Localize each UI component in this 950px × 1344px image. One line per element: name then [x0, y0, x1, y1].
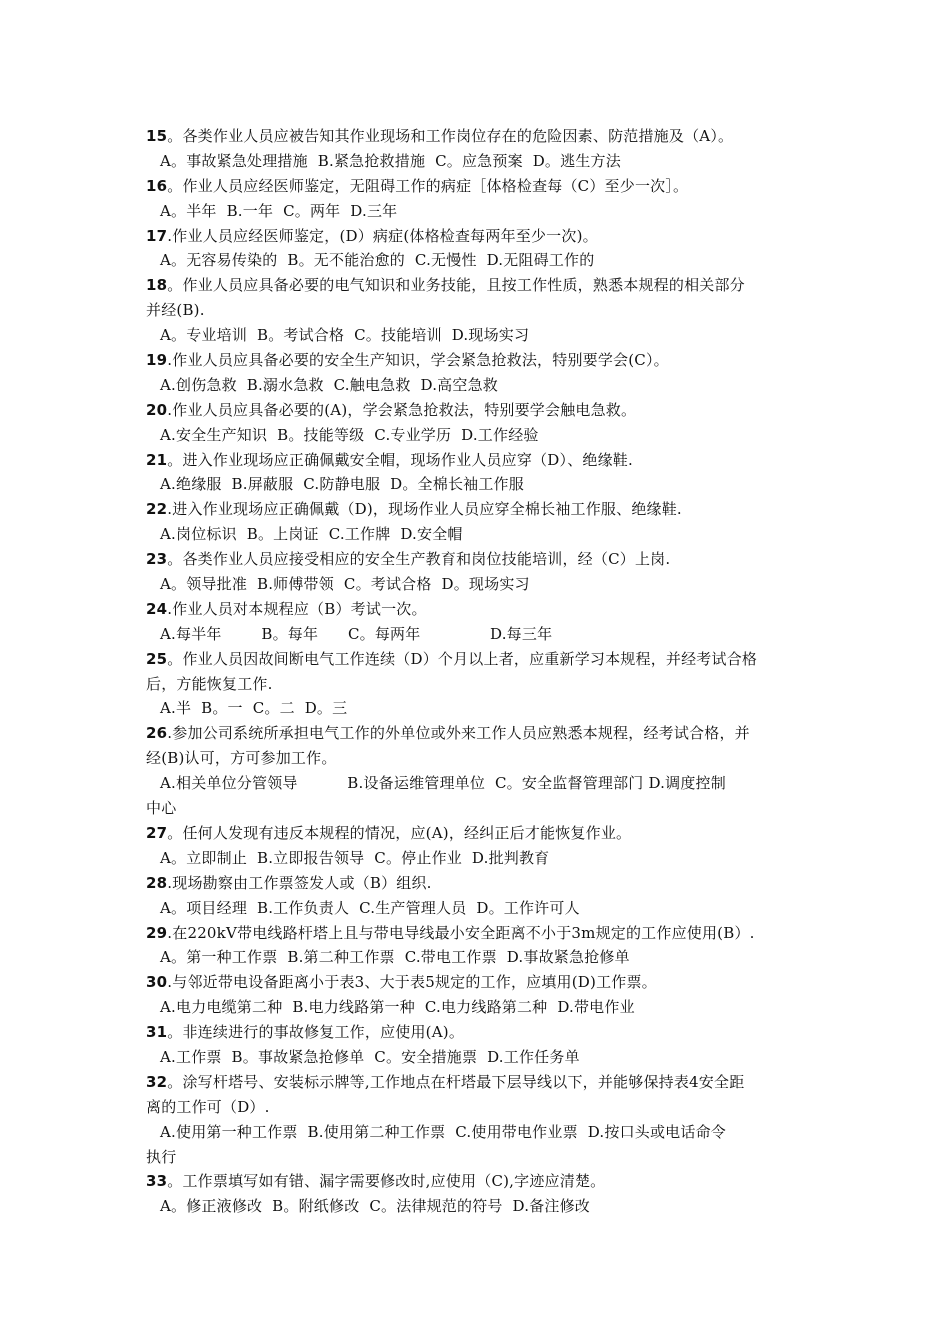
question-31	[146, 1020, 810, 1045]
question-number: 29	[146, 923, 168, 942]
answer-options-continued: 中心	[146, 799, 177, 818]
question-number: 22	[146, 500, 168, 519]
question-20	[146, 398, 810, 423]
answer-options: A。无容易传染的 B。无不能治愈的 C.无慢性 D.无阻碍工作的	[160, 251, 595, 270]
question-26	[146, 721, 810, 746]
question-number: 30	[146, 973, 168, 992]
question-text: .作业人员对本规程应（B）考试一次。	[167, 599, 427, 618]
question-text: 。工作票填写如有错、漏字需要修改时,应使用（C),字迹应清楚。	[167, 1172, 606, 1191]
answer-options: A。修正液修改 B。附纸修改 C。法律规范的符号 D.备注修改	[160, 1197, 591, 1216]
question-number: 32	[146, 1072, 168, 1091]
question-text-continued: 后，方能恢复工作.	[146, 674, 273, 693]
answer-options: A.创伤急救 B.溺水急救 C.触电急救 D.高空急救	[160, 375, 498, 394]
question-text: 。非连续进行的事故修复工作，应使用(A)。	[167, 1023, 465, 1042]
question-23	[146, 547, 810, 572]
question-text: 。各类作业人员应被告知其作业现场和工作岗位存在的危险因素、防范措施及（A）。	[167, 127, 734, 145]
question-number: 18	[146, 276, 168, 295]
answer-options: A。领导批准 B.师傅带领 C。考试合格 D。现场实习	[160, 575, 530, 594]
question-19	[146, 348, 810, 373]
question-text: 。作业人员应具备必要的电气知识和业务技能，且按工作性质，熟悉本规程的相关部分	[167, 276, 745, 295]
question-number: 23	[146, 550, 168, 569]
question-number: 19	[146, 351, 168, 370]
question-text: .与邻近带电设备距离小于表3、大于表5规定的工作，应填用(D)工作票。	[167, 973, 657, 992]
question-32	[146, 1070, 810, 1095]
question-18	[146, 273, 810, 298]
question-30	[146, 970, 810, 995]
question-text: 。各类作业人员应接受相应的安全生产教育和岗位技能培训，经（C）上岗.	[167, 550, 671, 569]
answer-options: A。半年 B.一年 C。两年 D.三年	[160, 201, 398, 220]
question-number: 15	[146, 127, 168, 145]
answer-options: A。事故紧急处理措施 B.紧急抢救措施 C。应急预案 D。逃生方法	[160, 151, 621, 170]
answer-options: A。专业培训 B。考试合格 C。技能培训 D.现场实习	[160, 326, 530, 345]
question-15	[146, 124, 810, 149]
question-25	[146, 647, 810, 672]
question-number: 16	[146, 176, 168, 195]
answer-options: A.安全生产知识 B。技能等级 C.专业学历 D.工作经验	[160, 425, 539, 444]
question-text: 。进入作业现场应正确佩戴安全帽，现场作业人员应穿（D）、绝缘鞋.	[167, 450, 633, 469]
question-text: 。涂写杆塔号、安装标示牌等,工作地点在杆塔最下层导线以下，并能够保持表4安全距	[167, 1072, 745, 1091]
question-text: .作业人员应具备必要的(A)，学会紧急抢救法，特别要学会触电急救。	[167, 400, 637, 419]
question-17	[146, 224, 810, 249]
question-33	[146, 1169, 810, 1194]
question-text: 。任何人发现有违反本规程的情况，应(A)，经纠正后才能恢复作业。	[167, 823, 632, 842]
answer-options: A。项目经理 B.工作负责人 C.生产管理人员 D。工作许可人	[160, 898, 580, 917]
answer-options-continued: 执行	[146, 1147, 177, 1166]
question-text: .现场勘察由工作票签发人或（B）组织.	[167, 873, 432, 892]
question-number: 28	[146, 873, 168, 892]
answer-options: A.半 B。一 C。二 D。三	[160, 699, 348, 718]
answer-options: A.绝缘服 B.屏蔽服 C.防静电服 D。全棉长袖工作服	[160, 475, 524, 494]
question-22	[146, 497, 810, 522]
answer-options: A.相关单位分管领导 B.设备运维管理单位 C。安全监督管理部门 D.调度控制	[160, 774, 726, 793]
answer-options: A.工作票 B。事故紧急抢修单 C。安全措施票 D.工作任务单	[160, 1047, 580, 1066]
question-text: .作业人员应具备必要的安全生产知识，学会紧急抢救法，特别要学会(C）。	[167, 351, 669, 370]
question-21	[146, 448, 810, 473]
question-text: .进入作业现场应正确佩戴（D)，现场作业人员应穿全棉长袖工作服、绝缘鞋.	[167, 500, 682, 519]
question-28	[146, 871, 810, 896]
question-list	[146, 124, 810, 1219]
answer-options: A。第一种工作票 B.第二种工作票 C.带电工作票 D.事故紧急抢修单	[160, 948, 630, 967]
question-text: .参加公司系统所承担电气工作的外单位或外来工作人员应熟悉本规程，经考试合格，并	[167, 724, 750, 743]
question-29	[146, 921, 810, 946]
answer-options: A.电力电缆第二种 B.电力线路第一种 C.电力线路第二种 D.带电作业	[160, 998, 635, 1017]
question-16	[146, 174, 810, 199]
question-24	[146, 597, 810, 622]
question-number: 33	[146, 1172, 168, 1191]
question-text: .作业人员应经医师鉴定，(D）病症(体格检查每两年至少一次)。	[167, 226, 598, 245]
question-number: 17	[146, 226, 168, 245]
answer-options: A.岗位标识 B。上岗证 C.工作牌 D.安全帽	[160, 525, 463, 544]
answer-options: A.使用第一种工作票 B.使用第二种工作票 C.使用带电作业票 D.按口头或电话命令	[160, 1122, 726, 1141]
question-number: 31	[146, 1023, 168, 1042]
question-number: 21	[146, 450, 168, 469]
answer-options: A.每半年 B。每年 C。每两年 D.每三年	[160, 624, 553, 643]
question-number: 20	[146, 400, 168, 419]
question-number: 27	[146, 823, 168, 842]
question-27	[146, 821, 810, 846]
question-number: 24	[146, 599, 168, 618]
question-text: .在220kV带电线路杆塔上且与带电导线最小安全距离不小于3m规定的工作应使用(B）.	[167, 923, 755, 942]
question-text: 。作业人员因故间断电气工作连续（D）个月以上者，应重新学习本规程，并经考试合格	[167, 649, 758, 668]
answer-options: A。立即制止 B.立即报告领导 C。停止作业 D.批判教育	[160, 848, 550, 867]
question-text-continued: 经(B)认可，方可参加工作。	[146, 749, 337, 768]
question-number: 25	[146, 649, 168, 668]
question-text: 。作业人员应经医师鉴定，无阻碍工作的病症［体格检查每（C）至少一次］。	[167, 176, 689, 195]
question-number: 26	[146, 724, 168, 743]
question-text-continued: 离的工作可（D）.	[146, 1097, 270, 1116]
question-text-continued: 并经(B).	[146, 301, 205, 320]
